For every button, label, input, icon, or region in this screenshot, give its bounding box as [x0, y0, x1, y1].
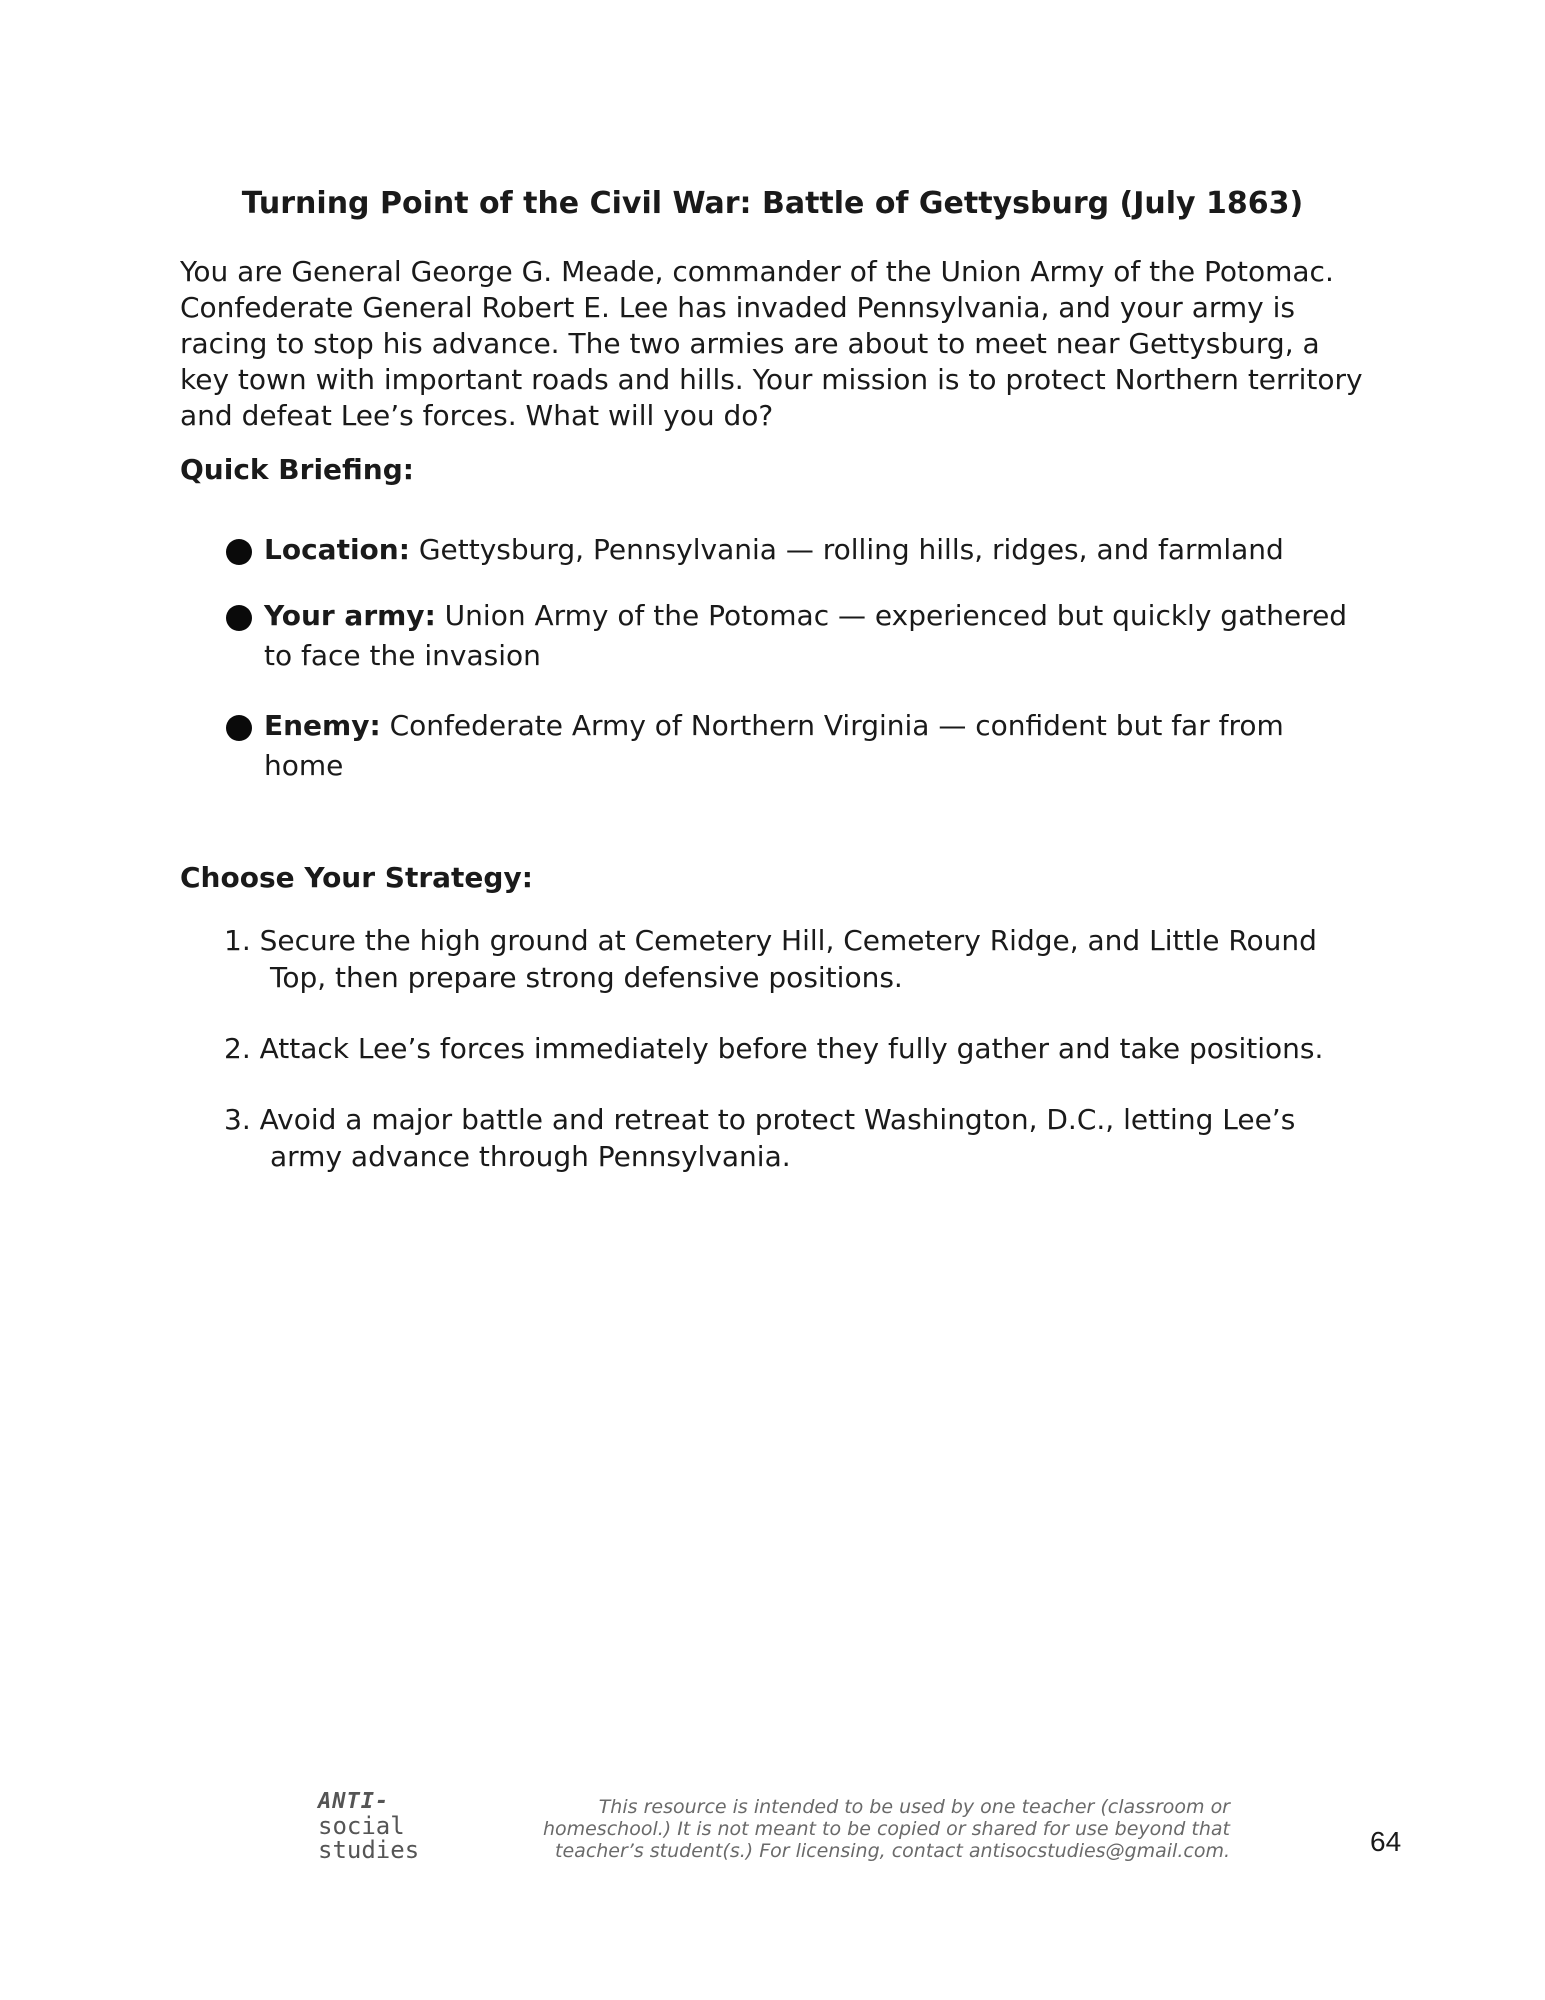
- logo-line: studies: [318, 1836, 420, 1864]
- footer: [0, 1790, 1545, 1870]
- briefing-heading: Quick Briefing:: [180, 453, 414, 486]
- briefing-text: Confederate Army of Northern Virginia — confident but far from home: [264, 709, 1284, 782]
- briefing-label: Enemy:: [264, 709, 381, 742]
- page-title: Turning Point of the Civil War: Battle of Gettysburg (July 1863): [241, 186, 1304, 221]
- bullet-icon: [226, 539, 252, 565]
- briefing-text: Gettysburg, Pennsylvania — rolling hills, ridges, and farmland: [418, 533, 1284, 566]
- briefing-item-your-army: [226, 596, 1366, 676]
- strategy-option-2: 2. Attack Lee’s forces immediately before they fully gather and take positions.: [224, 1032, 1324, 1065]
- strategy-option-3: 3. Avoid a major battle and retreat to protect Washington, D.C., letting Lee’s army advance through Pennsylvania.: [224, 1103, 1296, 1173]
- disclaimer-line: homeschool.) It is not meant to be copied or shared for use beyond that: [542, 1818, 1230, 1840]
- logo-line: ANTI-: [318, 1789, 390, 1814]
- license-disclaimer: [500, 1796, 1230, 1862]
- bullet-icon: [226, 605, 252, 631]
- disclaimer-line: teacher’s student(s.) For licensing, contact antisocstudies@gmail.com.: [555, 1840, 1230, 1862]
- briefing-label: Location:: [264, 533, 410, 566]
- anti-social-studies-logo: [318, 1790, 428, 1870]
- page-number: 64: [1370, 1826, 1402, 1857]
- disclaimer-line: This resource is intended to be used by one teacher (classroom or: [598, 1796, 1230, 1818]
- logo-line: social: [318, 1812, 405, 1840]
- briefing-text: Union Army of the Potomac — experienced but quickly gathered to face the invasion: [264, 599, 1348, 672]
- intro-paragraph: You are General George G. Meade, commander of the Union Army of the Potomac. Confederate General Robert E. Lee has invaded Pennsylvania, and your army is racing to stop his advance. The two armies are about to meet near Gettysburg, a key town with important roads and hills. Your mission is to protect Northern territory and defeat Lee’s forces. What will you do?: [180, 255, 1363, 432]
- briefing-item-location: [226, 530, 1366, 570]
- strategy-list: [224, 922, 1344, 1209]
- strategy-option-1: 1. Secure the high ground at Cemetery Hill, Cemetery Ridge, and Little Round Top, then prepare strong defensive positions.: [224, 924, 1317, 994]
- briefing-item-enemy: [226, 706, 1366, 786]
- strategy-heading: Choose Your Strategy:: [180, 861, 533, 894]
- briefing-list: [226, 530, 1366, 812]
- bullet-icon: [226, 715, 252, 741]
- briefing-label: Your army:: [264, 599, 436, 632]
